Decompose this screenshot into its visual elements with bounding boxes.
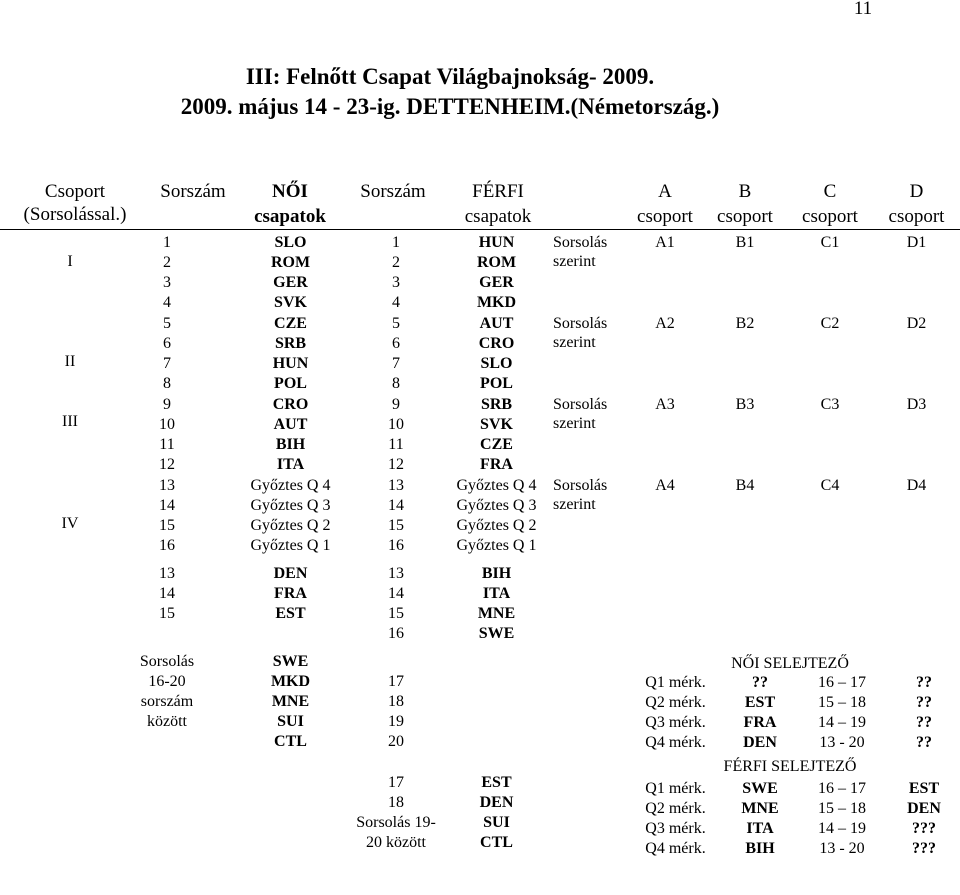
- header-ferfi: FÉRFI: [472, 181, 524, 202]
- group-label-4: IV: [61, 515, 79, 532]
- group-slot: C2: [820, 315, 840, 332]
- header-ferfi-csapatok: csapatok: [464, 206, 532, 227]
- women-row-number: 6: [163, 335, 171, 352]
- qualifier-numbers: 15 – 18: [818, 694, 866, 711]
- qualifier-winner: EST: [908, 780, 940, 797]
- women-team: BIH: [275, 436, 306, 453]
- men-row-number: 1: [392, 234, 400, 251]
- qualifier-match-label: Q1 mérk.: [645, 674, 706, 691]
- draw-number: [371, 652, 421, 672]
- men-row-number: 10: [388, 416, 404, 433]
- men-team: CZE: [480, 436, 513, 453]
- qualifier-winner: ???: [912, 820, 936, 837]
- draw-number: 18: [388, 693, 404, 710]
- men-row-number: 15: [388, 517, 404, 534]
- qualifier-winner: ??: [916, 714, 932, 731]
- sorsolas-szerint-3: Sorsolás szerint: [553, 396, 608, 432]
- draw-number: 20: [388, 733, 404, 750]
- men-team: Győztes Q 1: [456, 537, 537, 554]
- qualifier-match-label: Q1 mérk.: [645, 780, 706, 797]
- group-slot: A4: [655, 477, 675, 494]
- qualifier-men-team: MNE: [477, 605, 516, 622]
- men-row-number: 16: [388, 537, 404, 554]
- qualifier-team: MNE: [741, 800, 779, 817]
- draw-women-team: CTL: [274, 733, 307, 750]
- header-sorsolassal: (Sorsolással.): [23, 204, 127, 225]
- women-row-number: 10: [159, 416, 175, 433]
- draw-left-text: sorszám: [140, 693, 194, 710]
- men-team: MKD: [476, 294, 517, 311]
- men-row-number: 14: [388, 497, 404, 514]
- qualifier-numbers: 13 - 20: [819, 734, 865, 751]
- draw-number: 19: [388, 713, 404, 730]
- header-a-csoport: csoport: [637, 206, 693, 227]
- group-slot: D4: [906, 477, 927, 494]
- qualifier-men-team: ITA: [482, 585, 511, 602]
- group-slot: A2: [655, 315, 675, 332]
- header-noi: NŐI: [272, 181, 308, 202]
- men-row-number: 6: [392, 335, 400, 352]
- men-team: CRO: [478, 335, 515, 352]
- men-extra-team: SUI: [483, 814, 510, 831]
- qualifier-team: EST: [744, 694, 776, 711]
- header-csoport: Csoport: [44, 181, 106, 202]
- men-team: Győztes Q 2: [456, 517, 537, 534]
- qualifier-numbers: 15 – 18: [818, 800, 866, 817]
- women-row-number: 8: [163, 375, 171, 392]
- qualifier-winner: ??: [916, 674, 932, 691]
- header-d: D: [909, 181, 924, 202]
- group-slot: A3: [655, 396, 675, 413]
- draw-number: 17: [388, 673, 404, 690]
- women-row-number: 14: [159, 497, 175, 514]
- qualifier-women-team: FRA: [274, 585, 307, 602]
- qualifier-winner: DEN: [907, 800, 941, 817]
- qualifier-team: ITA: [746, 820, 774, 837]
- men-extra-number: Sorsolás 19-: [356, 814, 436, 831]
- women-team: ROM: [270, 254, 311, 271]
- qualifier-men-number: 15: [388, 605, 404, 622]
- men-qualifier-title: FÉRFI SELEJTEZŐ: [723, 758, 857, 775]
- women-row-number: 16: [159, 537, 175, 554]
- group-slot: C1: [820, 234, 840, 251]
- qualifier-numbers: 13 - 20: [819, 840, 865, 857]
- women-team: Győztes Q 1: [250, 537, 331, 554]
- qualifier-women-team: [228, 624, 353, 644]
- draw-left-text: között: [147, 713, 187, 730]
- women-row-number: 9: [163, 396, 171, 413]
- draw-women-team: SWE: [272, 653, 309, 670]
- draw-women-team: SUI: [277, 713, 304, 730]
- qualifier-match-label: Q3 mérk.: [645, 820, 706, 837]
- men-row-number: 2: [392, 254, 400, 271]
- qualifier-match-label: Q4 mérk.: [645, 734, 706, 751]
- women-team: Győztes Q 4: [250, 477, 331, 494]
- qualifier-team: ??: [752, 674, 768, 691]
- draw-women-team: MKD: [270, 673, 311, 690]
- men-row-number: 4: [392, 294, 400, 311]
- men-row-number: 8: [392, 375, 400, 392]
- women-team: CZE: [274, 315, 307, 332]
- men-team: AUT: [479, 315, 514, 332]
- group-slot: B1: [735, 234, 755, 251]
- qualifier-team: BIH: [745, 840, 775, 857]
- group-slot: C4: [820, 477, 840, 494]
- men-row-number: 3: [392, 274, 400, 291]
- group-label-2: II: [64, 353, 76, 370]
- men-extra-number: 17: [388, 774, 404, 791]
- men-extra-team: DEN: [479, 794, 514, 811]
- draw-women-team: MNE: [271, 693, 310, 710]
- men-team: FRA: [480, 456, 513, 473]
- group-slot: D2: [906, 315, 927, 332]
- women-row-number: 4: [163, 294, 171, 311]
- page-number: 11: [853, 0, 873, 19]
- group-slot: B3: [735, 396, 755, 413]
- group-label-1: I: [67, 253, 73, 270]
- qualifier-match-label: Q4 mérk.: [645, 840, 706, 857]
- women-row-number: 1: [163, 234, 171, 251]
- qualifier-women-number: 15: [159, 605, 175, 622]
- qualifier-numbers: 14 – 19: [818, 820, 866, 837]
- men-team: Győztes Q 4: [456, 477, 537, 494]
- men-row-number: 13: [388, 477, 404, 494]
- qualifier-match-label: Q2 mérk.: [645, 694, 706, 711]
- women-row-number: 11: [159, 436, 175, 453]
- women-row-number: 7: [163, 355, 171, 372]
- women-team: SLO: [274, 234, 307, 251]
- women-row-number: 5: [163, 315, 171, 332]
- women-team: AUT: [273, 416, 308, 433]
- draw-left-text: 16-20: [148, 673, 186, 690]
- women-team: CRO: [272, 396, 309, 413]
- group-slot: C3: [820, 396, 840, 413]
- qualifier-winner: ??: [916, 734, 932, 751]
- header-b: B: [738, 181, 752, 202]
- women-team: POL: [274, 375, 307, 392]
- women-team: Győztes Q 2: [250, 517, 331, 534]
- header-noi-csapatok: csapatok: [254, 206, 326, 227]
- draw-left-text: Sorsolás: [139, 653, 195, 670]
- men-row-number: 9: [392, 396, 400, 413]
- header-c: C: [823, 181, 837, 202]
- qualifier-team: FRA: [743, 714, 777, 731]
- qualifier-men-number: 13: [388, 565, 404, 582]
- women-row-number: 3: [163, 274, 171, 291]
- group-slot: B4: [735, 477, 755, 494]
- header-sorszam-women: Sorszám: [160, 181, 226, 202]
- men-extra-team: CTL: [480, 834, 513, 851]
- qualifier-match-label: Q3 mérk.: [645, 714, 706, 731]
- men-extra-number: 20 között: [366, 834, 426, 851]
- qualifier-numbers: 14 – 19: [818, 714, 866, 731]
- men-extra-team: EST: [481, 774, 512, 791]
- men-team: HUN: [478, 234, 515, 251]
- qualifier-match-label: Q2 mérk.: [645, 800, 706, 817]
- header-d-csoport: csoport: [888, 206, 945, 227]
- qualifier-men-team: SWE: [478, 625, 515, 642]
- men-team: ROM: [476, 254, 517, 271]
- women-team: SRB: [274, 335, 307, 352]
- qualifier-winner: ???: [912, 840, 936, 857]
- women-row-number: 12: [159, 456, 175, 473]
- qualifier-women-number: 14: [159, 585, 175, 602]
- sorsolas-szerint-1: Sorsolás szerint: [553, 234, 608, 270]
- men-extra-number: 18: [388, 794, 404, 811]
- qualifier-women-number: 13: [159, 565, 175, 582]
- page-title-line-1: III: Felnőtt Csapat Világbajnokság- 2009.: [245, 64, 655, 89]
- header-sorszam-men: Sorszám: [360, 181, 426, 202]
- qualifier-women-number: [142, 624, 192, 644]
- group-slot: D3: [906, 396, 927, 413]
- page-title-line-2: 2009. május 14 - 23-ig. DETTENHEIM.(Németország.): [180, 94, 720, 119]
- men-team: Győztes Q 3: [456, 497, 537, 514]
- group-slot: A1: [655, 234, 675, 251]
- women-team: SVK: [274, 294, 307, 311]
- header-divider: [0, 229, 960, 230]
- qualifier-men-number: 14: [388, 585, 404, 602]
- qualifier-numbers: 16 – 17: [818, 780, 866, 797]
- group-slot: B2: [735, 315, 755, 332]
- men-team: SVK: [480, 416, 513, 433]
- qualifier-men-team: BIH: [481, 565, 512, 582]
- men-team: SRB: [480, 396, 513, 413]
- header-b-csoport: csoport: [717, 206, 773, 227]
- qualifier-men-number: 16: [388, 625, 404, 642]
- qualifier-numbers: 16 – 17: [818, 674, 866, 691]
- men-row-number: 12: [388, 456, 404, 473]
- qualifier-women-team: DEN: [273, 565, 308, 582]
- women-team: ITA: [276, 456, 305, 473]
- women-team: GER: [273, 274, 308, 291]
- women-row-number: 13: [159, 477, 175, 494]
- women-row-number: 2: [163, 254, 171, 271]
- men-team: GER: [479, 274, 514, 291]
- men-row-number: 7: [392, 355, 400, 372]
- men-team: SLO: [480, 355, 513, 372]
- qualifier-women-team: EST: [275, 605, 306, 622]
- group-label-3: III: [62, 413, 78, 430]
- qualifier-team: DEN: [743, 734, 777, 751]
- qualifier-winner: ??: [916, 694, 932, 711]
- qualifier-team: SWE: [742, 780, 778, 797]
- women-qualifier-title: NŐI SELEJTEZŐ: [731, 655, 849, 672]
- women-team: HUN: [272, 355, 309, 372]
- men-team: POL: [480, 375, 513, 392]
- sorsolas-szerint-4: Sorsolás szerint: [553, 477, 608, 513]
- header-c-csoport: csoport: [802, 206, 858, 227]
- sorsolas-szerint-2: Sorsolás szerint: [553, 315, 608, 351]
- header-a: A: [658, 181, 672, 202]
- group-slot: D1: [906, 234, 927, 251]
- women-row-number: 15: [159, 517, 175, 534]
- women-team: Győztes Q 3: [250, 497, 331, 514]
- men-row-number: 11: [388, 436, 404, 453]
- men-row-number: 5: [392, 315, 400, 332]
